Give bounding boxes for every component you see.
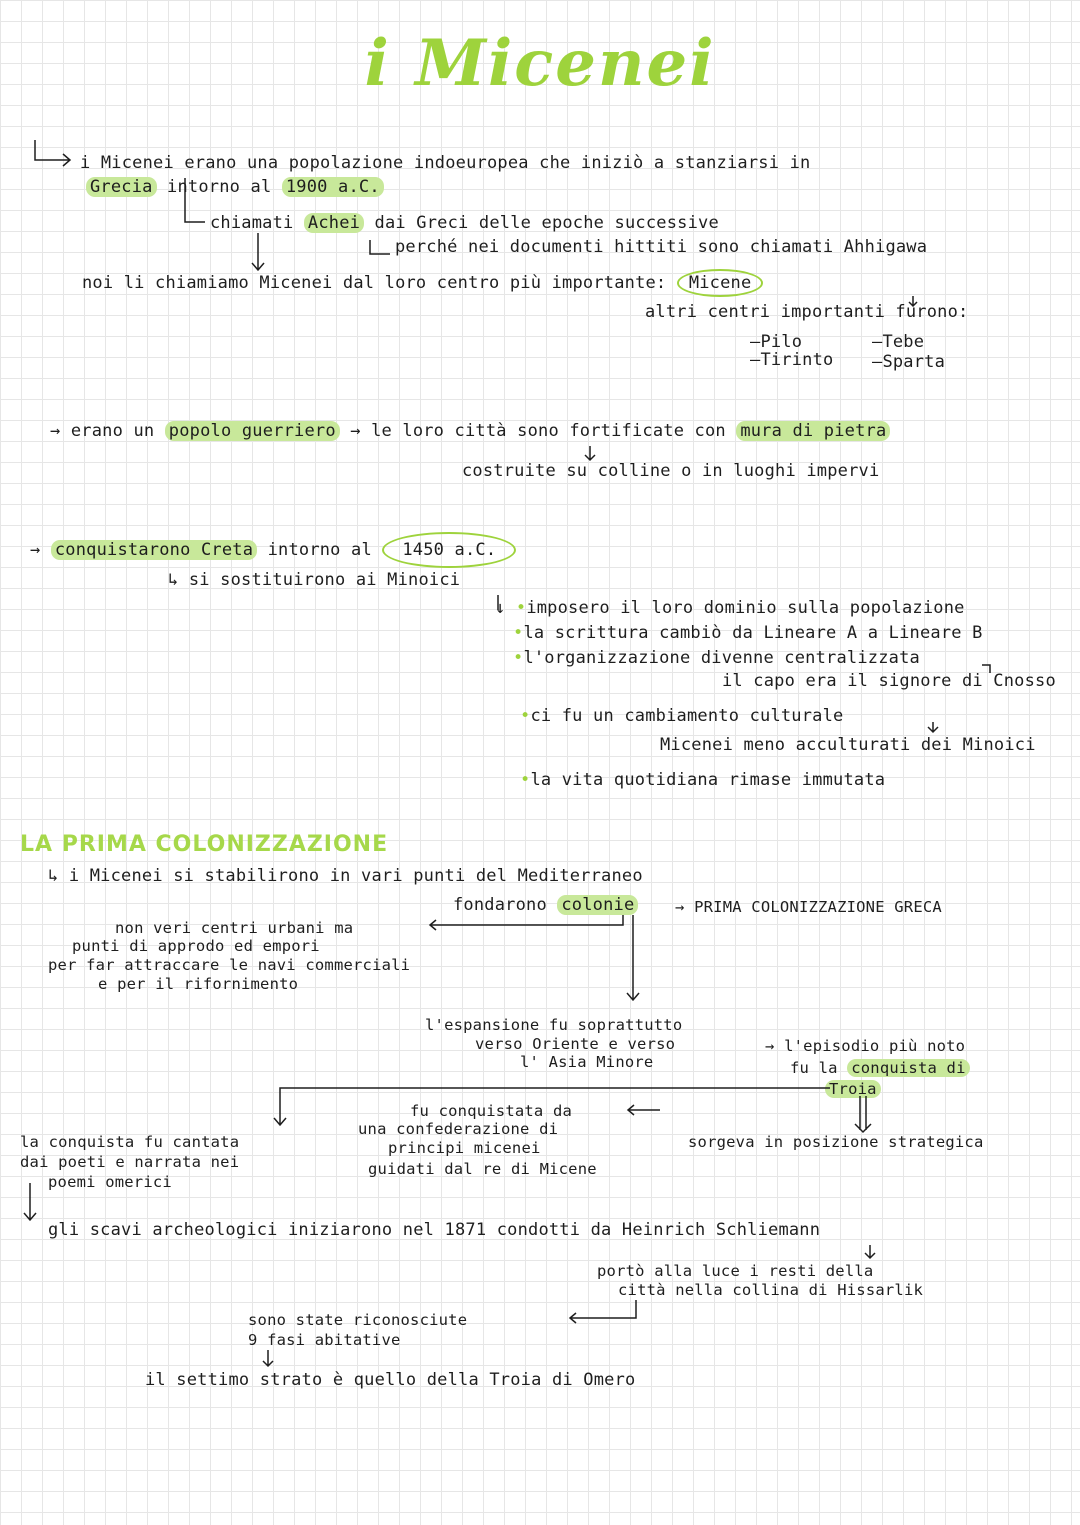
city-pilo: –Pilo xyxy=(750,332,803,352)
sorgeva-text: sorgeva in posizione strategica xyxy=(688,1133,984,1151)
arrow-icon: → xyxy=(675,898,685,916)
cantata-line-2: dai poeti e narrata nei xyxy=(20,1153,240,1171)
citta-text: le loro città sono fortificate con xyxy=(371,421,726,441)
fasi-line-2: 9 fasi abitative xyxy=(248,1331,401,1349)
cantata-line-3: poemi omerici xyxy=(48,1173,172,1191)
page-title: i Micenei xyxy=(364,26,716,101)
arrow-icon: → xyxy=(350,421,361,441)
highlight-popolo-guerriero: popolo guerriero xyxy=(165,421,340,441)
highlight-mura-di-pietra: mura di pietra xyxy=(736,421,890,441)
arrow-icon: → xyxy=(765,1037,775,1055)
poemi-down-arrow xyxy=(24,1183,36,1220)
intro-line-3 xyxy=(210,213,719,233)
highlight-troia: Troia xyxy=(825,1080,881,1098)
circled-micene: Micene xyxy=(677,269,764,297)
prima-colonizzazione-greca: PRIMA COLONIZZAZIONE GRECA xyxy=(694,898,942,916)
bullet-4-text: ci fu un cambiamento culturale xyxy=(530,706,844,726)
highlight-achei: Achei xyxy=(304,213,364,233)
intro-line-1-start: i Micenei erano una xyxy=(80,153,279,173)
bullet-5: •la vita quotidiana rimase immutata xyxy=(520,770,886,790)
perche-text: perché nei documenti hittiti sono chiamati Ahhigawa xyxy=(395,237,928,257)
highlight-conquista-di: conquista di xyxy=(847,1059,969,1077)
troia-down-arrow xyxy=(855,1096,871,1132)
micenei-text: Micenei xyxy=(259,273,333,293)
noi-text: noi li chiamiamo xyxy=(82,273,249,293)
intro-corner-arrow xyxy=(35,140,70,166)
bullet-2: •la scrittura cambiò da Lineare A a Lineare B xyxy=(513,623,983,643)
conquistata-line-3: principi micenei xyxy=(388,1139,541,1157)
crete-line-1 xyxy=(30,540,516,560)
conquistata-left-arrow xyxy=(628,1105,660,1115)
hissarlik-left-arrow xyxy=(570,1300,636,1323)
cantata-line-1: la conquista fu cantata xyxy=(20,1133,240,1151)
fasi-down-arrow xyxy=(263,1350,273,1366)
corner-arrow-icon: ↳ xyxy=(168,570,179,590)
fasi-line-1: sono state riconosciute xyxy=(248,1311,468,1329)
bullet-1-text: imposero il loro dominio sulla popolazione xyxy=(526,598,965,618)
bullet-2-text: la scrittura cambiò da Lineare A a Lineare B xyxy=(523,623,983,643)
bullet-3-text: l'organizzazione divenne centralizzata xyxy=(523,648,920,668)
scavi-text: gli scavi archeologici iniziarono nel 1871 condotti da Heinrich Schliemann xyxy=(48,1220,821,1240)
porto-line-2: città nella collina di Hissarlik xyxy=(618,1281,924,1299)
highlight-year-1900: 1900 a.C. xyxy=(282,177,384,197)
schliemann-down-arrow xyxy=(865,1245,875,1258)
city-pilo-label: Pilo xyxy=(760,332,803,352)
prima-colonizzazione-line xyxy=(675,898,942,916)
city-sparta: –Sparta xyxy=(872,352,946,372)
arrow-icon: → xyxy=(50,421,61,441)
troia-line xyxy=(825,1080,881,1098)
bullet-4: •ci fu un cambiamento culturale xyxy=(520,706,844,726)
circled-year-1450: 1450 a.C. xyxy=(382,532,516,568)
intro-line-1 xyxy=(80,153,810,173)
bullet-3: •l'organizzazione divenne centralizzata xyxy=(513,648,920,668)
intro-line-2-middle: intorno al xyxy=(167,177,272,197)
dal-text: dal loro centro più importante: xyxy=(342,273,667,293)
city-tirinto: –Tirinto xyxy=(750,350,834,370)
settimo-text: il settimo strato è quello della Troia di Omero xyxy=(145,1370,636,1390)
city-tebe: –Tebe xyxy=(872,332,925,352)
fondarono-line xyxy=(453,895,638,915)
intro-line-2 xyxy=(86,177,384,197)
warrior-line-1 xyxy=(50,421,890,441)
episodio-line xyxy=(765,1037,965,1055)
conquista-line xyxy=(790,1059,970,1077)
crete-line-2 xyxy=(168,570,460,590)
note-line-2: punti di approdo ed empori xyxy=(72,937,320,955)
conquistata-line-1: fu conquistata da xyxy=(410,1102,573,1120)
espansione-line-3: l' Asia Minore xyxy=(520,1053,654,1071)
note-line-4: e per il rifornimento xyxy=(98,975,299,993)
conquistata-line-4: guidati dal re di Micene xyxy=(368,1160,597,1178)
city-tirinto-label: Tirinto xyxy=(760,350,834,370)
altri-centri-text: altri centri importanti furono: xyxy=(645,302,969,322)
intro-line-1-end: stanziarsi in xyxy=(674,153,811,173)
porto-line-1: portò alla luce i resti della xyxy=(597,1262,874,1280)
colonie-down-arrow xyxy=(627,915,639,1000)
minoici-text: Minoici xyxy=(387,570,461,590)
intorno-text: intorno al xyxy=(267,540,372,560)
intro-line-3-end: dai Greci delle epoche successive xyxy=(374,213,719,233)
bullet-3-sub: il capo era il signore di Cnosso xyxy=(722,671,1056,691)
citta-down-arrow xyxy=(585,446,595,460)
stabilirono-text: i Micenei si stabilirono in vari punti del Mediterraneo xyxy=(68,866,643,886)
scavi-line xyxy=(48,1220,820,1240)
bullet-5-text: la vita quotidiana rimase immutata xyxy=(530,770,886,790)
arrow-icon: → xyxy=(30,540,41,560)
perche-corner-arrow xyxy=(370,240,390,254)
city-tebe-label: Tebe xyxy=(882,332,925,352)
intro-line-1-middle: popolazione indoeuropea che iniziò a xyxy=(288,153,665,173)
note-line-3: per far attraccare le navi commerciali xyxy=(48,956,411,974)
chiamati-text: chiamati xyxy=(210,213,294,233)
costruite-text: costruite su colline o in luoghi impervi xyxy=(462,461,880,481)
note-left-arrow xyxy=(430,915,623,930)
note-line-1: non veri centri urbani ma xyxy=(115,919,354,937)
bullet-1: ↓ •imposero il loro dominio sulla popolazione xyxy=(495,598,965,618)
sostituirono-text: si sostituirono ai xyxy=(188,570,377,590)
highlight-colonie: colonie xyxy=(557,895,638,915)
chiamati-down-arrow xyxy=(252,233,264,270)
section-heading: LA PRIMA COLONIZZAZIONE xyxy=(20,832,389,857)
espansione-line-2: verso Oriente e verso xyxy=(475,1035,676,1053)
stabilirono-line xyxy=(48,866,643,886)
conquistata-line-2: una confederazione di xyxy=(358,1120,559,1138)
highlight-grecia: Grecia xyxy=(86,177,157,197)
fondarono-text: fondarono xyxy=(453,895,547,915)
bullet-4-sub: Micenei meno acculturati dei Minoici xyxy=(660,735,1036,755)
fu-la-text: fu la xyxy=(790,1059,838,1077)
city-sparta-label: Sparta xyxy=(882,352,946,372)
highlight-conquistarono-creta: conquistarono Creta xyxy=(51,540,257,560)
episodio-text: l'episodio più noto xyxy=(784,1037,966,1055)
erano-text: erano un xyxy=(70,421,155,441)
culturale-down-arrow xyxy=(928,722,938,732)
intro-line-5 xyxy=(82,273,763,293)
espansione-line-1: l'espansione fu soprattutto xyxy=(425,1016,683,1034)
corner-arrow-icon: ↳ xyxy=(48,866,59,886)
